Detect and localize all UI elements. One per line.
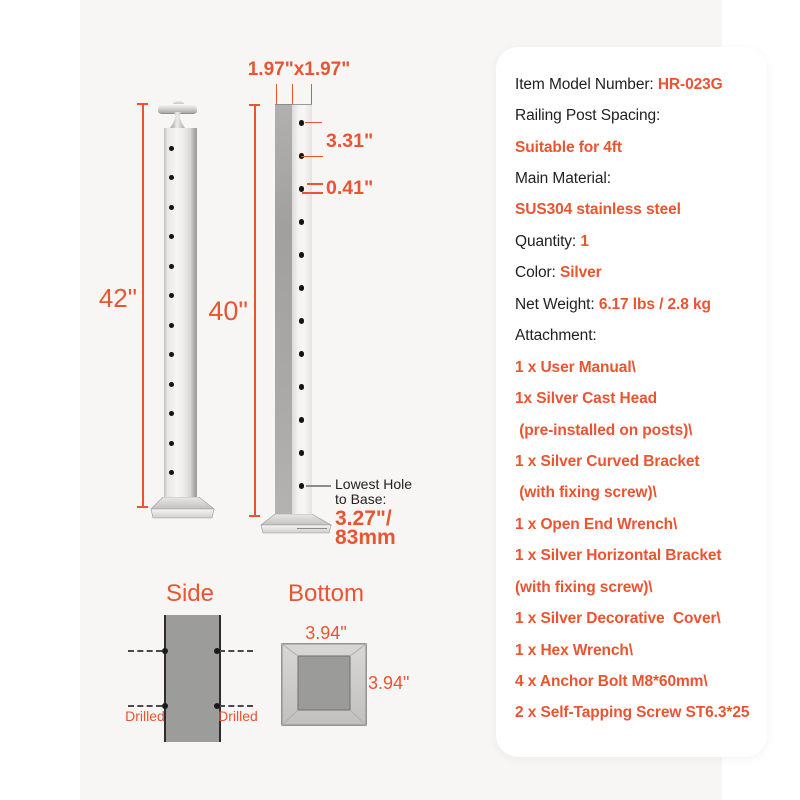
side-view-title: Side [165,580,215,607]
side-dash-top-right [219,650,253,652]
spec-row-label: Main Material: [515,170,611,188]
lowest-hole-value-line2: 83mm [335,525,396,549]
cable-hole [169,323,174,328]
section-tick-right [311,84,312,104]
spec-row-value: SUS304 stainless steel [515,201,681,219]
hole-spacing-label: 3.31" [326,130,374,152]
spacing-leader-top [305,122,322,123]
diameter-leader-top [307,183,323,184]
post-with-head-base-cover [149,497,216,520]
cable-hole [299,384,304,389]
drilled-label-left: Drilled [125,708,165,724]
cable-hole [299,318,304,323]
diameter-leader-bottom [302,192,323,193]
lowest-hole-value-line1: 3.27"/ [335,507,392,530]
spec-row [515,383,757,414]
spec-row-value: Silver [559,264,602,282]
spec-row [515,289,757,320]
bottom-view-square [281,643,367,726]
drilled-label-right: Drilled [218,708,258,724]
spec-row-value: (with fixing screw)\ [515,578,653,596]
cable-hole [299,285,304,290]
spec-row [515,195,757,226]
spec-row [515,541,757,572]
spec-rows [515,69,757,729]
spec-row-value: 1 x Open End Wrench\ [515,515,678,533]
stage-background [80,0,750,800]
spec-row-label: Net Weight: [515,295,599,313]
cable-hole [299,483,304,488]
section-tick-mid [292,84,293,104]
spec-row-value: Suitable for 4ft [515,138,622,156]
spec-row [515,415,757,446]
spec-row-label: Item Model Number: [515,75,658,93]
spec-row-value: 1x Silver Cast Head [515,390,657,408]
cable-hole [299,450,304,455]
spec-row [515,478,757,509]
spec-row [515,666,757,697]
spec-row [515,446,757,477]
cable-hole [299,351,304,356]
spec-row-value: 1 x User Manual\ [515,358,636,376]
side-dash-bottom-left [128,705,162,707]
cable-hole [299,186,304,191]
spec-row-label: Attachment: [515,327,597,345]
dim-42-bottom-cap [137,506,148,508]
lowest-hole-caption-line2: to Base: [335,491,387,507]
cable-hole [169,205,174,210]
cable-hole [169,146,174,151]
cable-hole [169,382,174,387]
dim-40-label: 40" [208,296,248,326]
spec-row-value: 1 x Silver Curved Bracket [515,452,700,470]
cable-hole [169,441,174,446]
spec-row [515,572,757,603]
base-leader [297,528,327,529]
side-dot-top-right [214,648,220,654]
bottom-height-label: 3.94" [368,673,410,693]
lowest-hole-leader [306,485,331,486]
spec-card [496,47,767,757]
spacing-leader-bottom [301,156,323,157]
spec-row-label: Railing Post Spacing: [515,107,661,125]
spec-row [515,100,757,131]
spec-row [515,226,757,257]
hole-diameter-label: 0.41" [326,177,374,199]
spec-row-value: 1 [580,232,589,250]
lowest-hole-caption-line1: Lowest Hole [335,476,413,492]
section-size-label: 1.97"x1.97" [247,59,351,80]
cable-hole [169,264,174,269]
spec-row [515,258,757,289]
spec-row-value: 2 x Self-Tapping Screw ST6.3*25 [515,704,750,722]
cable-hole [299,417,304,422]
side-dot-top-left [162,648,168,654]
cable-hole [299,219,304,224]
dim-42-line [142,104,144,507]
cable-hole [299,252,304,257]
bottom-view-title: Bottom [287,580,365,607]
bottom-width-label: 3.94" [305,623,347,643]
spec-row-label: Quantity: [515,232,581,250]
dim-40-line [254,105,256,516]
post-bare-side-face [275,104,292,518]
spec-row-value: (pre-installed on posts)\ [515,421,693,439]
post-bare-front-face [292,104,312,518]
spec-row-value: 1 x Hex Wrench\ [515,641,633,659]
spec-row-value: 1 x Silver Horizontal Bracket [515,547,722,565]
side-dash-bottom-right [219,705,253,707]
spec-row-value: HR-023G [657,75,723,93]
cable-hole [299,120,304,125]
cast-head-stem [170,112,186,129]
side-view-rect [164,615,221,742]
spec-row [515,132,757,163]
spec-row-label: Color: [515,264,560,282]
spec-row [515,321,757,352]
spec-row-value: (with fixing screw)\ [515,484,657,502]
dim-42-label: 42" [98,283,137,313]
spec-row [515,69,757,100]
spec-row [515,698,757,729]
spec-row-value: 1 x Silver Decorative Cover\ [515,610,721,628]
side-dash-top-left [128,650,162,652]
spec-row [515,352,757,383]
spec-row-value: 6.17 lbs / 2.8 kg [598,295,711,313]
spec-row [515,163,757,194]
lowest-hole-value [335,507,396,549]
post-bare-base-cover [259,514,333,535]
section-tick-left [276,84,277,104]
spec-row [515,509,757,540]
spec-row-value: 4 x Anchor Bolt M8*60mm\ [515,673,708,691]
spec-row [515,603,757,634]
lowest-hole-caption [335,477,412,507]
spec-row [515,635,757,666]
